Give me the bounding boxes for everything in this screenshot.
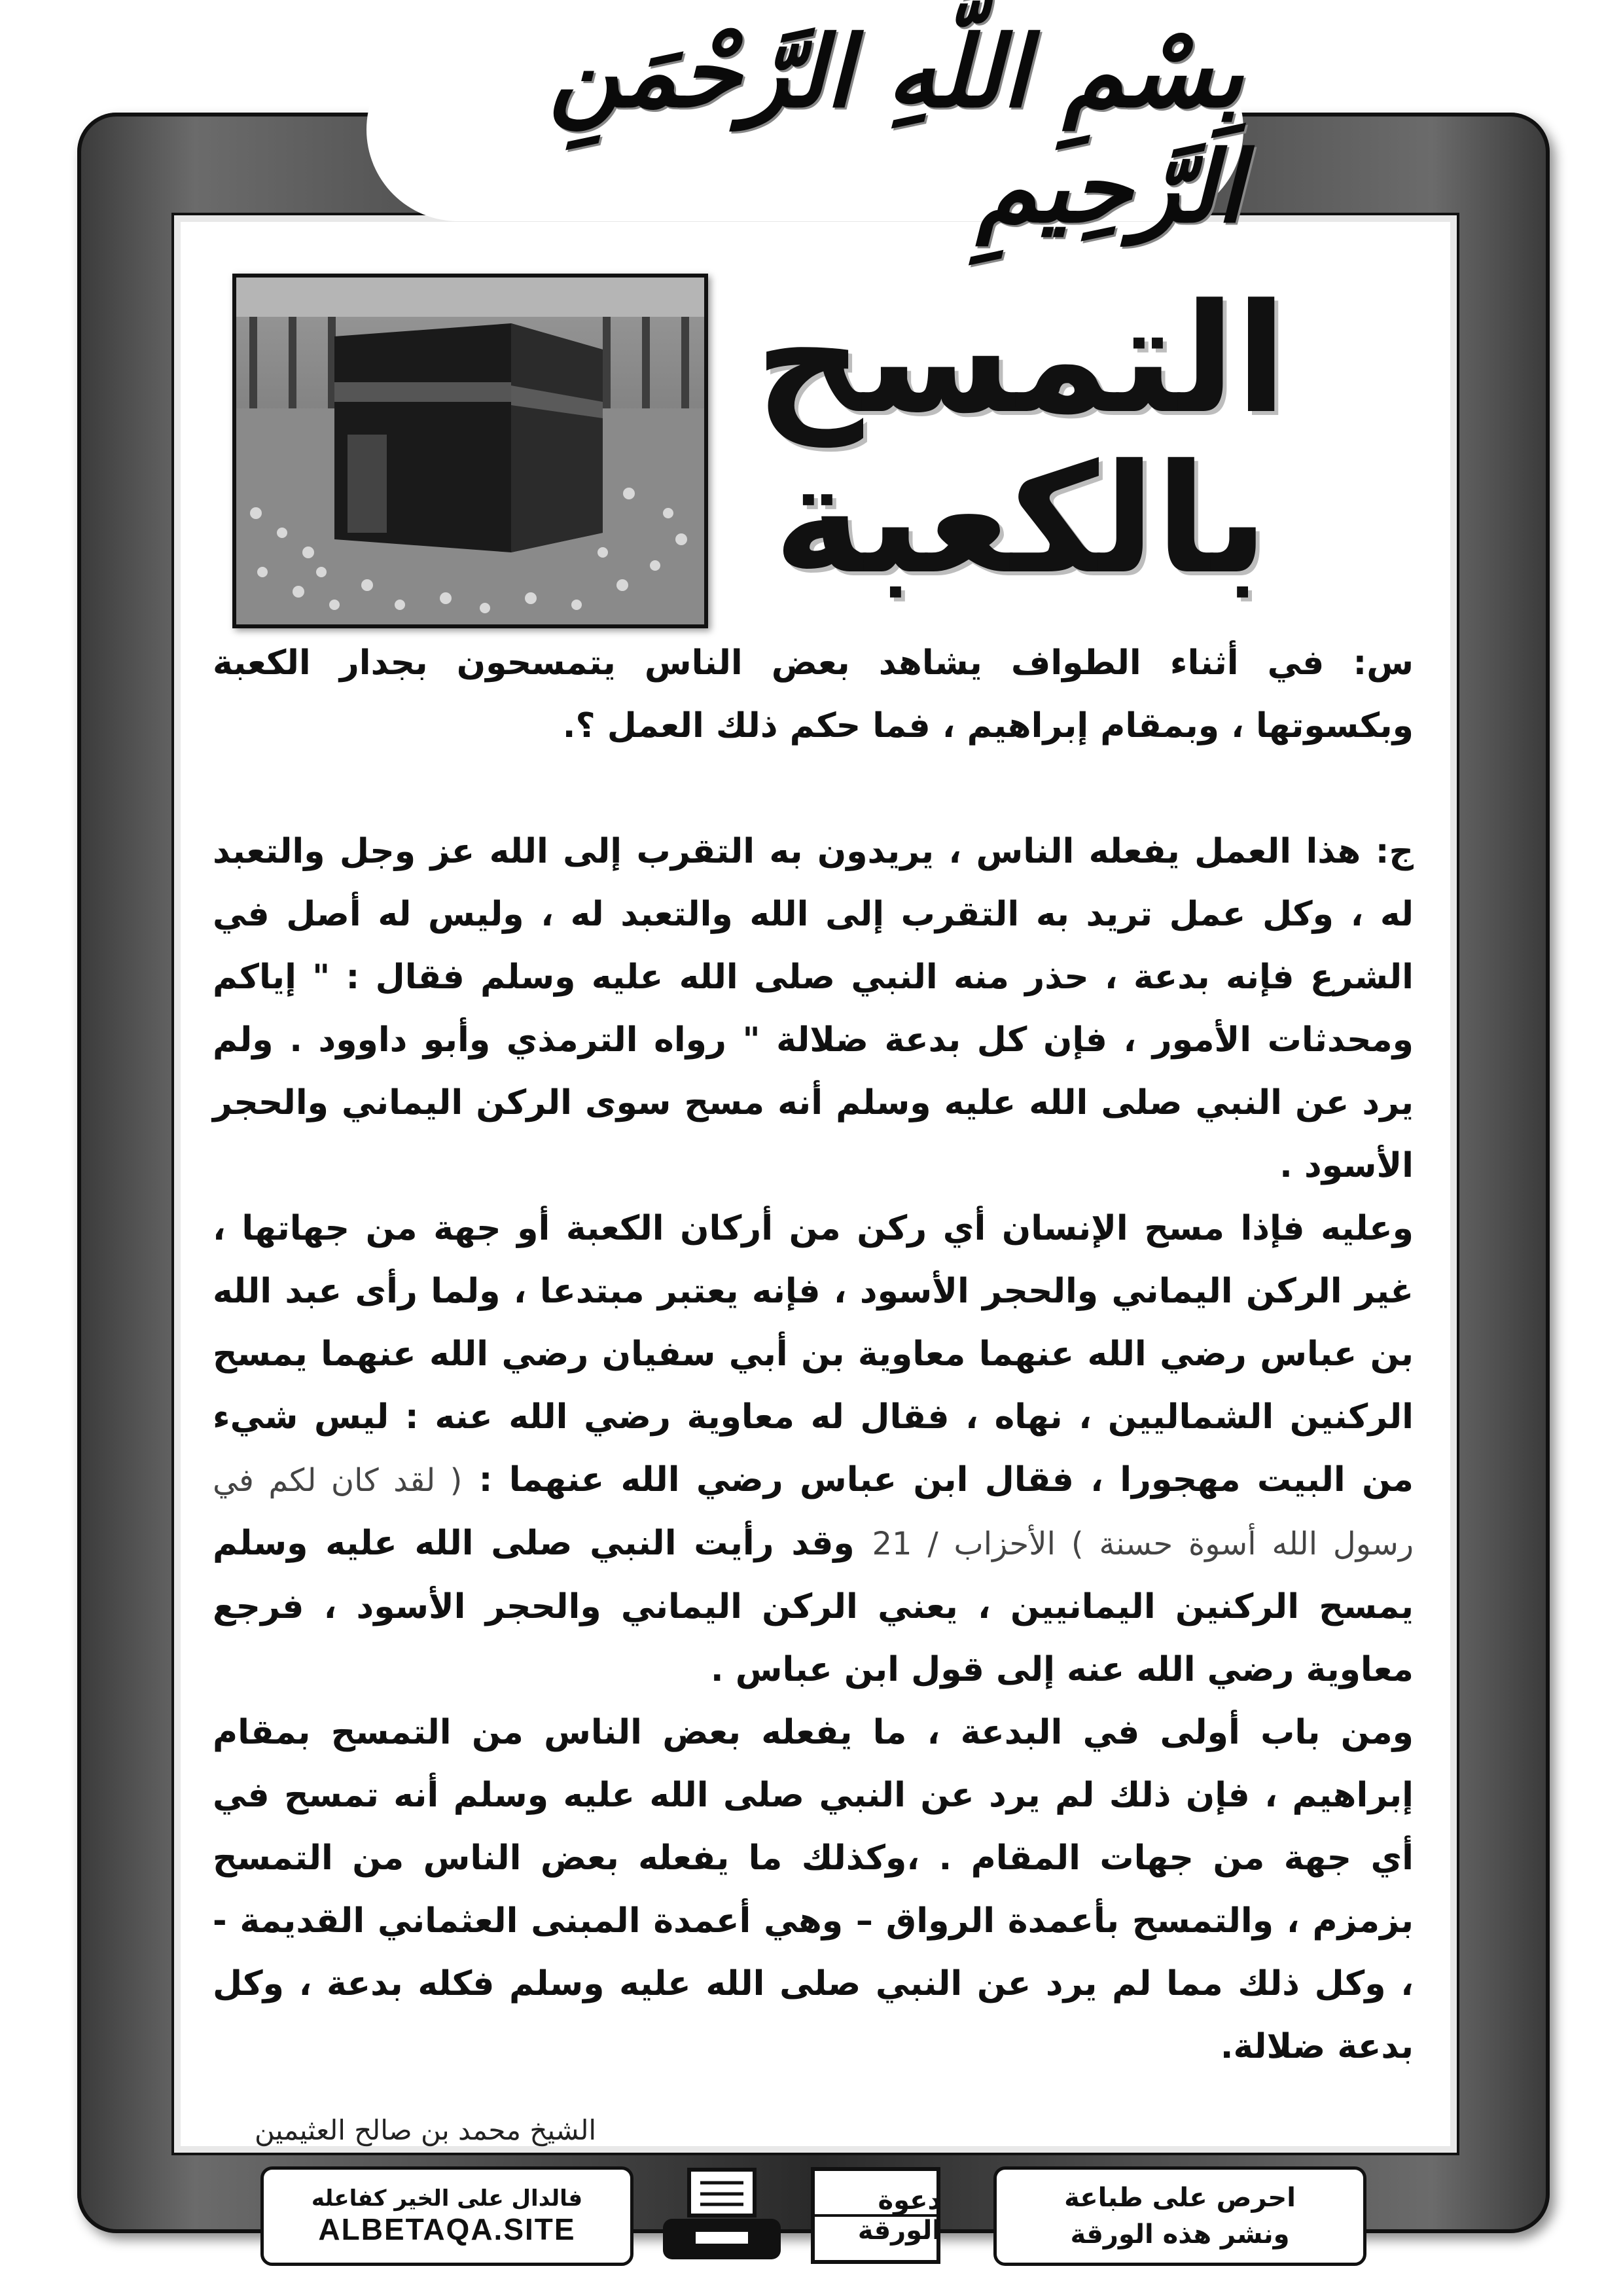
answer-paragraph-1: ج: هذا العمل يفعله الناس ، يريدون به التقرب إلى الله عز وجل والتعبد له ، وكل عمل تريد به التقرب إلى الله والتعبد له ، وليس له أصل في الشرع فإنه بدعة ، حذر منه النبي صلى الله عليه وسلم فقال : " إياكم ومحدثات الأمور ، فإن كل بدعة ضلالة " رواه الترمذي وأبو داوود . ولم يرد عن النبي صلى الله عليه وسلم أنه مسح سوى الركن اليماني والحجر الأسود . — [213, 832, 1414, 1185]
title-line-1: التمسح — [755, 272, 1287, 447]
kaaba-image — [236, 278, 704, 624]
kaaba-photo — [232, 274, 708, 628]
footer-print-line-2: ونشر هذه الورقة — [1070, 2219, 1290, 2250]
question-paragraph: س: في أثناء الطواف يشاهد بعض الناس يتمسحون بجدار الكعبة وبكسوتها ، وبمقام إبراهيم ، فما حكم ذلك العمل ؟. — [213, 643, 1414, 745]
page-title — [713, 272, 1329, 607]
answer-paragraph-2 — [213, 1197, 1414, 1701]
author-signature: الشيخ محمد بن صالح العثيمين — [254, 2114, 597, 2146]
title-line-2: بالكعبة — [773, 433, 1269, 607]
paragraph-gap — [213, 757, 1414, 820]
answer-paragraph-2-part-b: وقد رأيت النبي صلى الله عليه وسلم يمسح الركنين اليمانيين ، يعني الركن اليماني والحجر الأسود ، فرجع معاوية رضي الله عنه إلى قول ابن عباس . — [213, 1524, 1414, 1689]
article-body — [213, 632, 1414, 2078]
footer-site-link[interactable]: ALBETAQA.SITE — [318, 2212, 576, 2246]
printer-icon — [660, 2166, 784, 2265]
footer-print-box — [993, 2166, 1366, 2266]
logo-text: دعوة الورقة — [857, 2185, 941, 2246]
bismillah-header — [366, 14, 1243, 245]
bismillah-calligraphy: بِسْمِ اللَّهِ الرَّحْمَنِ الرَّحِيمِ — [548, 14, 1243, 245]
footer-bar — [260, 2166, 1366, 2265]
footer-site-box — [260, 2166, 633, 2266]
dawa-logo — [810, 2166, 941, 2265]
answer-paragraph-3: ومن باب أولى في البدعة ، ما يفعله بعض الناس من التمسح بمقام إبراهيم ، فإن ذلك لم يرد عن النبي صلى الله عليه وسلم أنه تمسح في أي جهة من جهات المقام . ،وكذلك ما يفعله بعض الناس من التمسح بزمزم ، والتمسح بأعمدة الرواق – وهي أعمدة المبنى العثماني القديمة - ، وكل ذلك مما لم يرد عن النبي صلى الله عليه وسلم فكله بدعة ، وكل بدعة ضلالة. — [213, 1713, 1414, 2066]
footer-print-line-1: احرص على طباعة — [1064, 2183, 1296, 2213]
footer-slogan: فالدال على الخير كفاعله — [311, 2185, 583, 2212]
answer-paragraph-2-part-a: وعليه فإذا مسح الإنسان أي ركن من أركان الكعبة أو جهة من جهاتها ، غير الركن اليماني والحجر الأسود ، فإنه يعتبر مبتدعا ، ولما رأى عبد الله بن عباس رضي الله عنهما معاوية بن أبي سفيان رضي الله عنهما يمسح الركنين الشماليين ، نهاه ، فقال له معاوية رضي الله عنه : ليس شيء من البيت مهجورا ، فقال ابن عباس رضي الله عنهما : — [213, 1209, 1414, 1499]
quran-verse: ( لقد كان لكم في رسول الله أسوة حسنة ) الأحزاب / 21 — [213, 1462, 1414, 1562]
